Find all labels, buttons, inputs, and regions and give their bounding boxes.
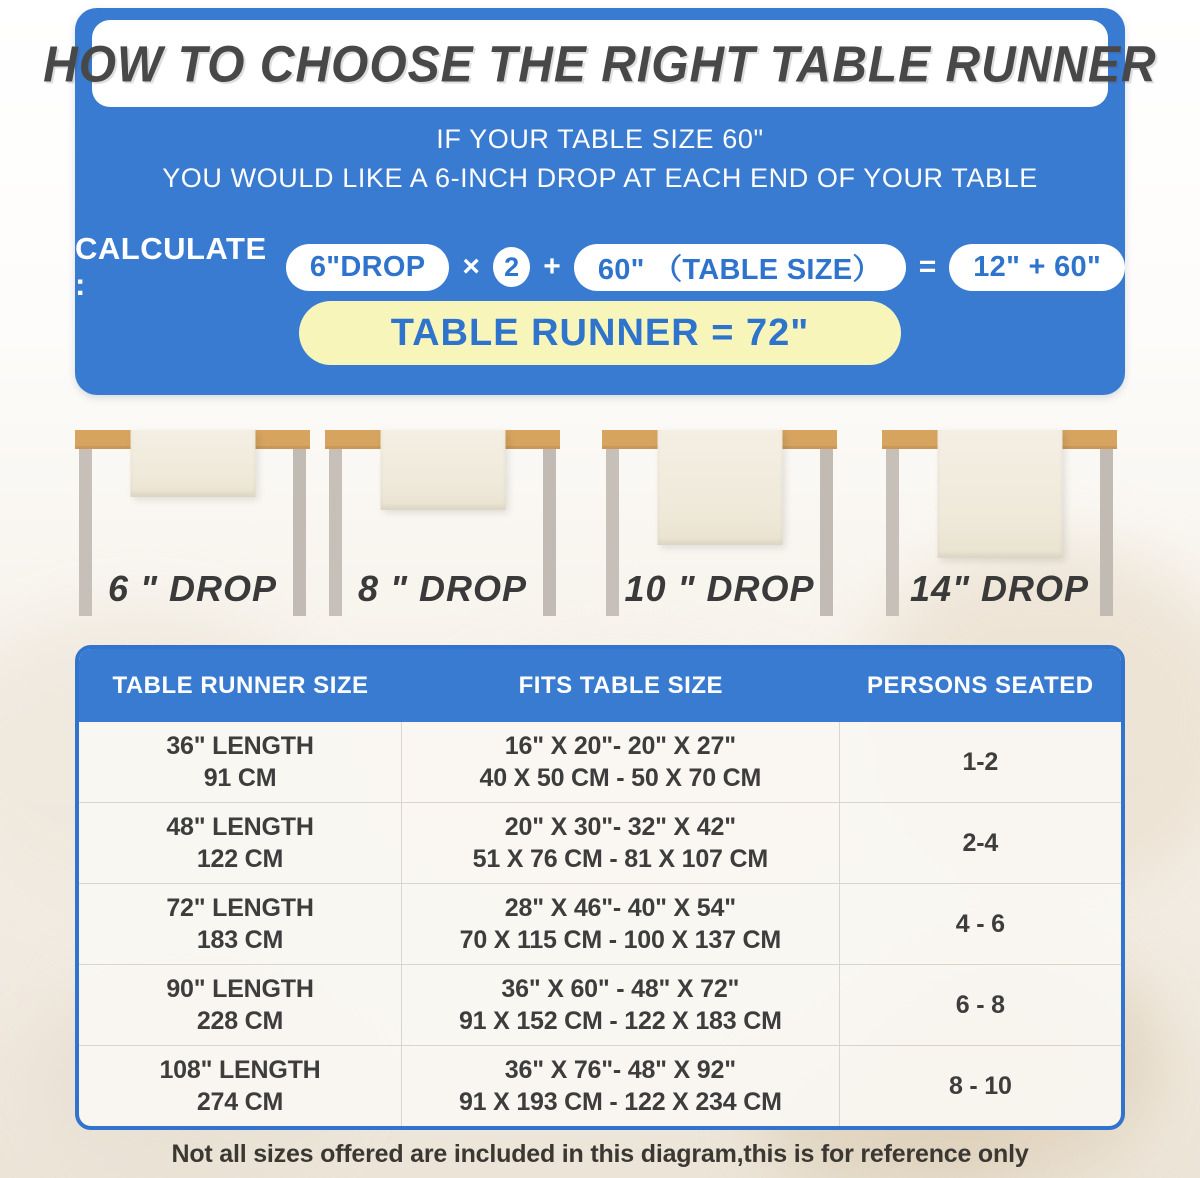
- runner-size-inches: 108" LENGTH: [159, 1055, 321, 1084]
- fits-size-cm: 91 X 152 CM - 122 X 183 CM: [458, 1007, 782, 1035]
- drop-label: 10 " DROP: [624, 568, 815, 609]
- runner-size-inches: 72" LENGTH: [166, 893, 314, 922]
- runner-size-cell: [79, 884, 402, 964]
- runner-size-inches: 90" LENGTH: [166, 974, 314, 1003]
- runner-size-cell: [79, 722, 402, 802]
- title-box: [43, 20, 1157, 107]
- table-row: [79, 1046, 1121, 1126]
- fits-size-inches: 28" X 46"- 40" X 54": [504, 893, 736, 922]
- fits-size-cm: 70 X 115 CM - 100 X 137 CM: [459, 926, 782, 954]
- fits-table-cell: [402, 884, 840, 964]
- multiplier-circle: 2: [493, 247, 530, 287]
- equals-sign: =: [918, 250, 937, 283]
- persons-cell: 2-4: [962, 828, 999, 857]
- runner-cloth: [130, 430, 255, 497]
- runner-size-cell: [79, 803, 402, 883]
- drop-label: 8 " DROP: [357, 568, 528, 609]
- persons-cell: 6 - 8: [955, 990, 1005, 1019]
- sum-pill: 12" + 60": [949, 244, 1125, 291]
- table-size-pill: 60" （TABLE SIZE）: [574, 244, 906, 291]
- runner-size-cm: 274 CM: [196, 1088, 284, 1116]
- reference-disclaimer: Not all sizes offered are included in this diagram,this is for reference only: [171, 1140, 1029, 1168]
- calculate-label: CALCULATE :: [75, 231, 267, 302]
- fits-table-cell: [402, 1046, 840, 1126]
- subtitle-line-1: IF YOUR TABLE SIZE 60": [436, 124, 764, 154]
- subtitle-line-2: YOU WOULD LIKE A 6-INCH DROP AT EACH END OF YOUR TABLE: [162, 163, 1038, 193]
- fits-table-cell: [402, 803, 840, 883]
- runner-cloth: [380, 430, 505, 510]
- table-figure-8-drop: [325, 430, 560, 625]
- table-figure-14-drop: [882, 430, 1117, 625]
- fits-size-cm: 91 X 193 CM - 122 X 234 CM: [458, 1088, 782, 1116]
- calculation-row: [75, 231, 1125, 303]
- size-table-body: [79, 722, 1121, 1126]
- runner-result-pill: TABLE RUNNER = 72": [299, 301, 901, 365]
- runner-size-cm: 183 CM: [196, 926, 284, 954]
- drop-label: 6 " DROP: [107, 568, 278, 609]
- drop-label: 14" DROP: [909, 568, 1090, 609]
- persons-cell: 4 - 6: [955, 909, 1005, 938]
- persons-cell: 8 - 10: [948, 1071, 1012, 1100]
- table-row: [79, 965, 1121, 1046]
- fits-size-cm: 40 X 50 CM - 50 X 70 CM: [479, 764, 762, 792]
- plus-sign: +: [543, 250, 561, 283]
- table-figure-10-drop: [602, 430, 837, 625]
- fits-size-inches: 36" X 60" - 48" X 72": [501, 974, 740, 1003]
- page-title: HOW TO CHOOSE THE RIGHT TABLE RUNNER: [43, 34, 1157, 93]
- runner-cloth: [657, 430, 782, 545]
- fits-table-cell: [402, 965, 840, 1045]
- size-table-header: [79, 649, 1121, 722]
- table-row: [79, 884, 1121, 965]
- instruction-panel: [43, 8, 1157, 395]
- runner-cloth: [937, 430, 1062, 558]
- size-table-panel: [75, 645, 1125, 1130]
- table-row: [79, 803, 1121, 884]
- multiply-sign: ×: [462, 250, 480, 283]
- column-header-runner-size: TABLE RUNNER SIZE: [112, 671, 369, 699]
- fits-size-inches: 16" X 20"- 20" X 27": [504, 731, 736, 760]
- drop-value-pill: 6"DROP: [286, 244, 449, 291]
- runner-size-cm: 228 CM: [196, 1007, 284, 1035]
- table-row: [79, 722, 1121, 803]
- fits-size-inches: 20" X 30"- 32" X 42": [504, 812, 736, 841]
- table-figure-6-drop: [75, 430, 310, 625]
- runner-size-cell: [79, 965, 402, 1045]
- runner-size-inches: 48" LENGTH: [166, 812, 314, 841]
- persons-cell: 1-2: [962, 747, 999, 776]
- fits-size-inches: 36" X 76"- 48" X 92": [504, 1055, 736, 1084]
- runner-size-inches: 36" LENGTH: [166, 731, 314, 760]
- runner-size-cm: 122 CM: [196, 845, 284, 873]
- fits-size-cm: 51 X 76 CM - 81 X 107 CM: [472, 845, 768, 873]
- runner-size-cm: 91 CM: [203, 764, 277, 792]
- runner-size-cell: [79, 1046, 402, 1126]
- column-header-fits-table: FITS TABLE SIZE: [518, 671, 724, 699]
- column-header-persons: PERSONS SEATED: [867, 671, 1094, 699]
- fits-table-cell: [402, 722, 840, 802]
